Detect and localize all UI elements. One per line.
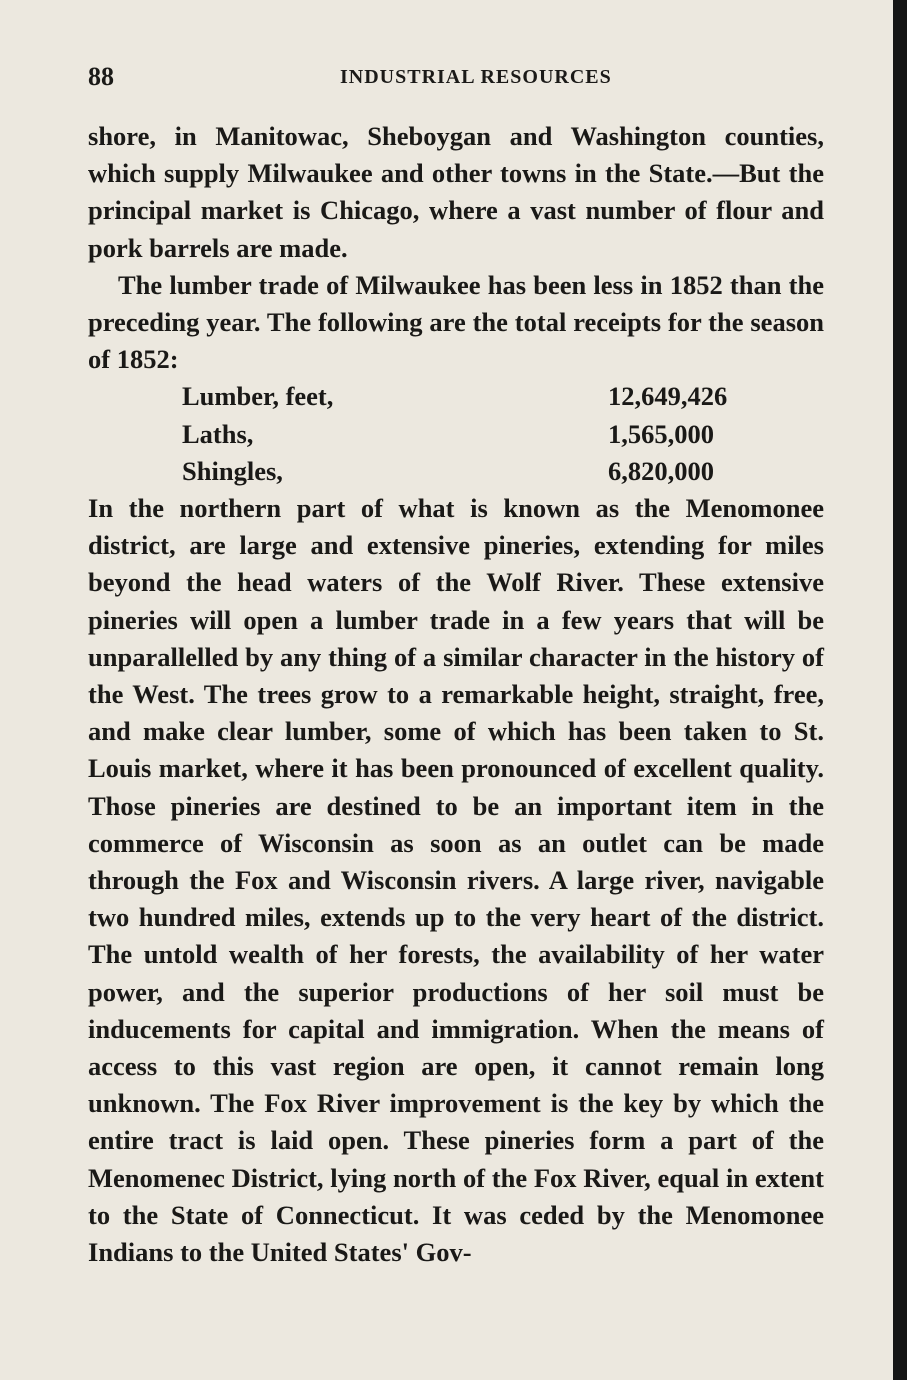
receipt-value: 1,565,000: [608, 418, 714, 449]
paragraph-1: shore, in Manitowac, Sheboygan and Washington counties, which supply Milwaukee and other towns in the State.—But the principal market is Chicago, where a vast number of flour and pork barrels are made.: [88, 121, 824, 263]
page-header: [88, 62, 830, 96]
receipt-label: Laths,: [182, 418, 254, 449]
running-head: INDUSTRIAL RESOURCES: [340, 66, 612, 88]
receipt-row: [88, 416, 824, 453]
paragraph-3: In the northern part of what is known as the Menomonee district, are large and extensive pineries, extending for miles beyond the head waters of the Wolf River. These extensive pineries will open a lumber trade in a few years that will be unparallelled by any thing of a similar character in the history of the West. The trees grow to a remarkable height, straight, free, and make clear lumber, some of which has been taken to St. Louis market, where it has been pronounced of excellent quality. Those pineries are destined to be an important item in the commerce of Wisconsin as soon as an outlet can be made through the Fox and Wisconsin rivers. A large river, navigable two hundred miles, extends up to the very heart of the district. The untold wealth of her forests, the availability of her water power, and the superior productions of her soil must be inducements for capital and immigration. When the means of access to this vast region are open, it cannot remain long unknown. The Fox River improvement is the key by which the entire tract is laid open. These pineries form a part of the Menomenec District, lying north of the Fox River, equal in extent to the State of Connecticut. It was ceded by the Menomonee Indians to the United States' Gov-: [88, 492, 824, 1268]
receipt-value: 12,649,426: [608, 381, 728, 412]
receipt-label: Shingles,: [182, 455, 283, 486]
receipt-row: [88, 378, 824, 415]
page-number: 88: [88, 62, 114, 91]
scan-edge: [893, 0, 907, 1380]
paragraph-2: The lumber trade of Milwaukee has been less in 1852 than the preceding year. The following are the total receipts for the season of 1852:: [88, 269, 824, 375]
receipts-table: [88, 378, 824, 490]
receipt-value: 6,820,000: [608, 455, 714, 486]
body-text: [88, 118, 824, 1271]
receipt-label: Lumber, feet,: [182, 381, 334, 412]
receipt-row: [88, 453, 824, 490]
